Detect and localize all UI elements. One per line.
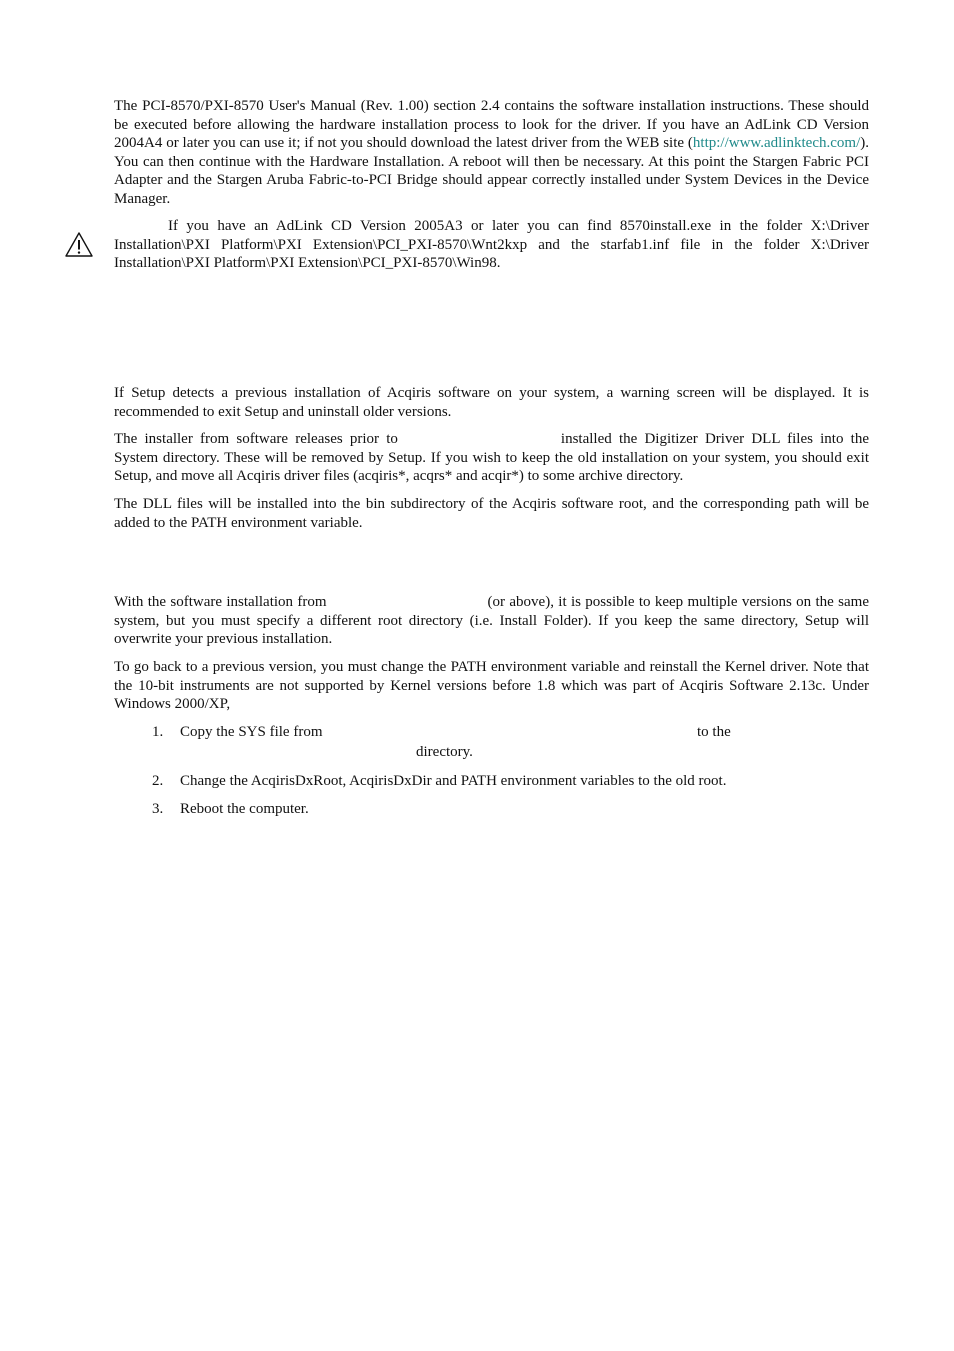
step-1-text	[180, 723, 869, 760]
driver-install-text: The PCI-8570/PXI-8570 User's Manual (Rev. 1.00) section 2.4 contains the software installation instructions. These should be executed before allowing the hardware installation process to look for the driver. If you have an AdLink CD Version 2004A4 or later you can use it; if not you should download the latest driver from the WEB site (	[114, 98, 869, 152]
dll-location-text-rest: installed the Digitizer Driver DLL files into the System directory. These will be removed by Setup. If you wish to keep the old installation on your system, you should exit Setup, and move all Acqiris driver files (acqiris*, acqrs* and acqir*) to some archive directory.	[114, 431, 869, 485]
multiple-versions-text-start: With the software installation from	[114, 594, 327, 610]
step-1-part-1: Copy the SYS file from	[180, 724, 323, 740]
previous-install-paragraph: If Setup detects a previous installation of Acqiris software on your system, a warning screen will be displayed. It is recommended to exit Setup and uninstall older versions.	[114, 385, 869, 420]
warning-triangle-icon	[64, 231, 94, 258]
step-2-text: Change the AcqirisDxRoot, AcqirisDxDir and PATH environment variables to the old root.	[180, 773, 727, 789]
step-number: 2.	[152, 773, 164, 789]
multiple-versions-paragraph	[114, 593, 869, 649]
adlink-web-link[interactable]: http://www.adlinktech.com/	[692, 135, 861, 152]
driver-install-paragraph	[114, 97, 869, 209]
step-1-part-3: directory.	[416, 744, 473, 760]
step-3-text: Reboot the computer.	[180, 801, 309, 817]
dll-bin-paragraph: The DLL files will be installed into the bin subdirectory of the Acqiris software root, and the corresponding path will be added to the PATH environment variable.	[114, 496, 869, 531]
step-number: 3.	[152, 801, 164, 817]
previous-version-paragraph: To go back to a previous version, you must change the PATH environment variable and reinstall the Kernel driver. Note that the 10-bit instruments are not supported by Kernel versions before 1.8 which was part of Acqiris Software 2.13c. Under Windows 2000/XP,	[114, 659, 869, 713]
multiple-versions-text-rest: (or above), it is possible to keep multiple versions on the same system, but you must specify a different root directory (i.e. Install Folder). If you keep the same directory, Setup will overwrite your previous installation.	[114, 594, 869, 648]
step-1-part-2: to the	[697, 724, 731, 740]
warning-note	[114, 217, 869, 273]
driver-install-text-end: ). You can then continue with the Hardware Installation. A reboot will then be necessary. At this point the Stargen Fabric PCI Adapter and the Stargen Aruba Fabric-to-PCI Bridge should appear correctly installed under System Devices in the Device Manager.	[114, 135, 869, 207]
dll-location-text-start: The installer from software releases prior to	[114, 431, 398, 447]
step-number: 1.	[152, 724, 164, 740]
dll-location-paragraph	[114, 430, 869, 486]
warning-note-text: If you have an AdLink CD Version 2005A3 or later you can find 8570install.exe in the folder X:\Driver Installation\PXI Platform\PXI Extension\PCI_PXI-8570\Wnt2kxp and the starfab1.inf file in the folder X:\Driver Installation\PXI Platform\PXI Extension\PCI_PXI-8570\Win98.	[114, 218, 869, 272]
